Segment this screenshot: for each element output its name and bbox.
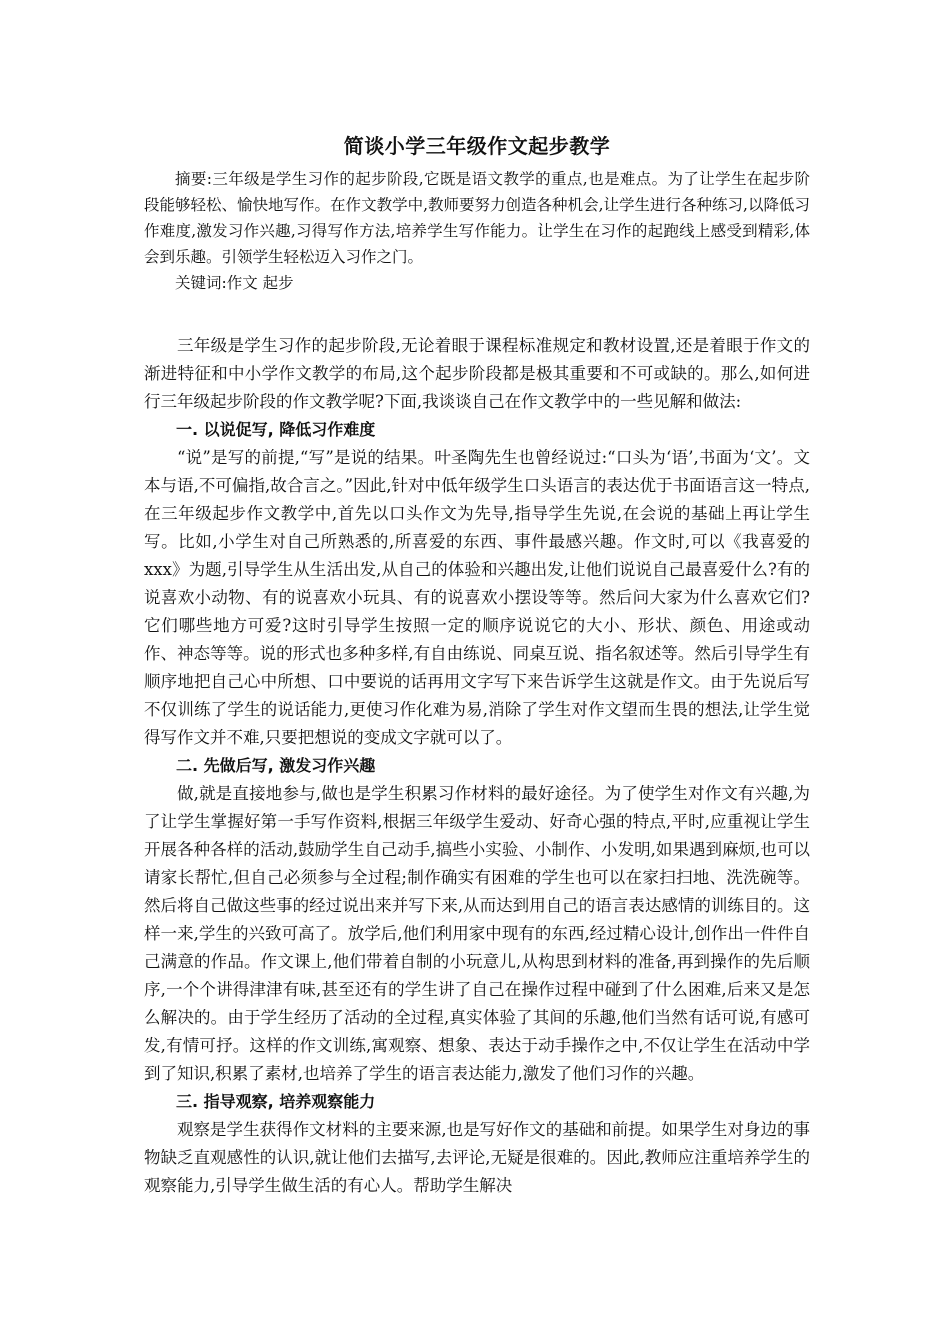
section-paragraph-3: 观察是学生获得作文材料的主要来源,也是写好作文的基础和前提。如果学生对身边的事物缺乏直观感性的认识,就让他们去描写,去评论,无疑是很难的。因此,教师应注重培养学生的观察能力,引导学生做生活的有心人。帮助学生解决 <box>144 1120 810 1195</box>
section-heading-2: 二. 先做后写, 激发习作兴趣 <box>176 756 376 775</box>
intro-paragraph: 三年级是学生习作的起步阶段,无论着眼于课程标准规定和教材设置,还是着眼于作文的渐进特征和中小学作文教学的布局,这个起步阶段都是极其重要和不可或缺的。那么,如何进行三年级起步阶段的作文教学呢?下面,我谈谈自己在作文教学中的一些见解和做法: <box>144 336 810 411</box>
abstract-section <box>144 166 810 296</box>
article-body <box>144 332 810 1200</box>
abstract-paragraph: 摘要:三年级是学生习作的起步阶段,它既是语文教学的重点,也是难点。为了让学生在起步阶段能够轻松、愉快地写作。在作文教学中,教师要努力创造各种机会,让学生进行各种练习,以降低习作难度,激发习作兴趣,习得写作方法,培养学生写作能力。让学生在习作的起跑线上感受到精彩,体会到乐趣。引领学生轻松迈入习作之门。 <box>144 170 810 266</box>
document-title: 简谈小学三年级作文起步教学 <box>343 134 611 158</box>
section-paragraph-1: “说”是写的前提,“写”是说的结果。叶圣陶先生也曾经说过:“口头为‘语’,书面为‘文’。文本与语,不可偏指,故合言之。”因此,针对中低年级学生口头语言的表达优于书面语言这一特点,在三年级起步作文教学中,首先以口头作文为先导,指导学生先说,在会说的基础上再让学生写。比如,小学生对自己所熟悉的,所喜爱的东西、事件最感兴趣。作文时,可以《我喜爱的xxx》为题,引导学生从生活出发,从自己的体验和兴趣出发,让他们说说自己最喜爱什么?有的说喜欢小动物、有的说喜欢小玩具、有的说喜欢小摆设等等。然后问大家为什么喜欢它们?它们哪些地方可爱?这时引导学生按照一定的顺序说说它的大小、形状、颜色、用途或动作、神态等等。说的形式也多种多样,有自由练说、同桌互说、指名叙述等。然后引导学生有顺序地把自己心中所想、口中要说的话再用文字写下来告诉学生这就是作文。由于先说后写不仅训练了学生的说话能力,更使习作化难为易,消除了学生对作文望而生畏的想法,让学生觉得写作文并不难,只要把想说的变成文字就可以了。 <box>144 448 810 747</box>
section-heading-3: 三. 指导观察, 培养观察能力 <box>176 1092 376 1111</box>
keywords-line: 关键词:作文 起步 <box>175 274 294 292</box>
document-page <box>144 128 810 1200</box>
section-heading-1: 一. 以说促写, 降低习作难度 <box>176 420 376 439</box>
section-spacer <box>144 296 810 332</box>
section-paragraph-2: 做,就是直接地参与,做也是学生积累习作材料的最好途径。为了使学生对作文有兴趣,为了让学生掌握好第一手写作资料,根据三年级学生爱动、好奇心强的特点,平时,应重视让学生开展各种各样的活动,鼓励学生自己动手,搞些小实验、小制作、小发明,如果遇到麻烦,也可以请家长帮忙,但自己必须参与全过程;制作确实有困难的学生也可以在家扫扫地、洗洗碗等。然后将自己做这些事的经过说出来并写下来,从而达到用自己的语言表达感情的训练目的。这样一来,学生的兴致可高了。放学后,他们利用家中现有的东西,经过精心设计,创作出一件件自己满意的作品。作文课上,他们带着自制的小玩意儿,从构思到材料的准备,再到操作的先后顺序,一个个讲得津津有味,甚至还有的学生讲了自己在操作过程中碰到了什么困难,后来又是怎么解决的。由于学生经历了活动的全过程,真实体验了其间的乐趣,他们当然有话可说,有感可发,有情可抒。这样的作文训练,寓观察、想象、表达于动手操作之中,不仅让学生在活动中学到了知识,积累了素材,也培养了学生的语言表达能力,激发了他们习作的兴趣。 <box>144 784 810 1083</box>
